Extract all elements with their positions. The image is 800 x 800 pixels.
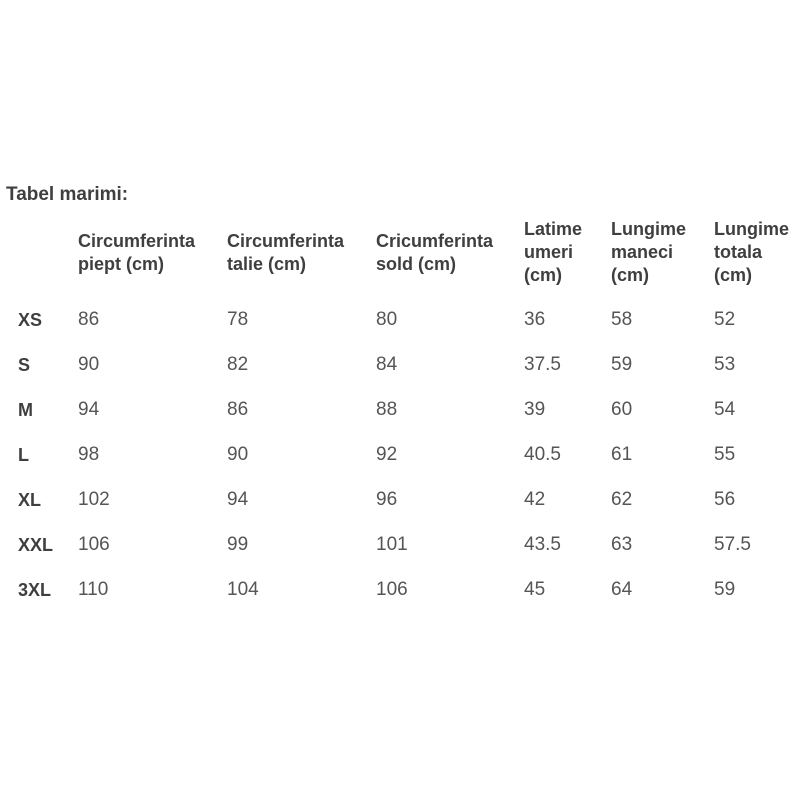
header-chest-line1: Circumferinta bbox=[78, 231, 196, 251]
header-chest-line2: piept (cm) bbox=[78, 254, 165, 274]
chest-value: 106 bbox=[78, 534, 110, 555]
waist-value: 90 bbox=[227, 444, 249, 465]
sleeve-value: 61 bbox=[611, 444, 633, 465]
waist-value: 78 bbox=[227, 309, 249, 330]
hip-value: 101 bbox=[376, 534, 408, 555]
header-total-line1: Lungime bbox=[714, 219, 789, 239]
header-sleeve-length bbox=[611, 218, 686, 287]
hip-value: 92 bbox=[376, 444, 398, 465]
chest-value: 98 bbox=[78, 444, 100, 465]
table-row bbox=[0, 488, 800, 512]
header-hip-line1: Cricumferinta bbox=[376, 231, 494, 251]
sleeve-value: 58 bbox=[611, 309, 633, 330]
chest-value: 86 bbox=[78, 309, 100, 330]
chest-value: 102 bbox=[78, 489, 110, 510]
shoulder-value: 43.5 bbox=[524, 534, 561, 555]
size-label: XS bbox=[18, 310, 43, 330]
shoulder-value: 42 bbox=[524, 489, 546, 510]
total-length-value: 57.5 bbox=[714, 534, 751, 555]
sleeve-value: 63 bbox=[611, 534, 633, 555]
hip-value: 88 bbox=[376, 399, 398, 420]
header-waist bbox=[227, 230, 344, 276]
header-shoulder-line1: Latime bbox=[524, 219, 583, 239]
sleeve-value: 64 bbox=[611, 579, 633, 600]
header-shoulder-width bbox=[524, 218, 582, 287]
header-total-length bbox=[714, 218, 789, 287]
table-title: Tabel marimi: bbox=[6, 184, 129, 205]
table-row bbox=[0, 443, 800, 467]
total-length-value: 52 bbox=[714, 309, 736, 330]
size-label: L bbox=[18, 445, 29, 465]
size-label: 3XL bbox=[18, 580, 52, 600]
hip-value: 84 bbox=[376, 354, 398, 375]
table-row bbox=[0, 398, 800, 422]
sleeve-value: 62 bbox=[611, 489, 633, 510]
header-sleeve-line1: Lungime bbox=[611, 219, 686, 239]
header-waist-line2: talie (cm) bbox=[227, 254, 307, 274]
shoulder-value: 45 bbox=[524, 579, 546, 600]
waist-value: 104 bbox=[227, 579, 259, 600]
size-label: XXL bbox=[18, 535, 54, 555]
chest-value: 110 bbox=[78, 579, 109, 600]
header-hip-line2: sold (cm) bbox=[376, 254, 457, 274]
header-total-line2: totala bbox=[714, 242, 763, 262]
header-shoulder-line3: (cm) bbox=[524, 265, 563, 285]
shoulder-value: 39 bbox=[524, 399, 546, 420]
shoulder-value: 37.5 bbox=[524, 354, 561, 375]
header-chest bbox=[78, 230, 195, 276]
header-shoulder-line2: umeri bbox=[524, 242, 574, 262]
hip-value: 106 bbox=[376, 579, 408, 600]
total-length-value: 53 bbox=[714, 354, 736, 375]
table-row bbox=[0, 578, 800, 602]
waist-value: 99 bbox=[227, 534, 249, 555]
sleeve-value: 59 bbox=[611, 354, 633, 375]
table-row bbox=[0, 353, 800, 377]
size-label: S bbox=[18, 355, 31, 375]
waist-value: 86 bbox=[227, 399, 249, 420]
hip-value: 80 bbox=[376, 309, 398, 330]
chest-value: 90 bbox=[78, 354, 100, 375]
header-hip bbox=[376, 230, 493, 276]
waist-value: 82 bbox=[227, 354, 249, 375]
size-label: M bbox=[18, 400, 33, 420]
table-row bbox=[0, 308, 800, 332]
header-total-line3: (cm) bbox=[714, 265, 753, 285]
total-length-value: 54 bbox=[714, 399, 736, 420]
header-sleeve-line3: (cm) bbox=[611, 265, 650, 285]
sleeve-value: 60 bbox=[611, 399, 633, 420]
hip-value: 96 bbox=[376, 489, 398, 510]
total-length-value: 56 bbox=[714, 489, 736, 510]
header-waist-line1: Circumferinta bbox=[227, 231, 345, 251]
shoulder-value: 36 bbox=[524, 309, 546, 330]
table-row bbox=[0, 533, 800, 557]
total-length-value: 55 bbox=[714, 444, 736, 465]
size-label: XL bbox=[18, 490, 42, 510]
chest-value: 94 bbox=[78, 399, 100, 420]
shoulder-value: 40.5 bbox=[524, 444, 561, 465]
total-length-value: 59 bbox=[714, 579, 736, 600]
header-sleeve-line2: maneci bbox=[611, 242, 674, 262]
waist-value: 94 bbox=[227, 489, 249, 510]
